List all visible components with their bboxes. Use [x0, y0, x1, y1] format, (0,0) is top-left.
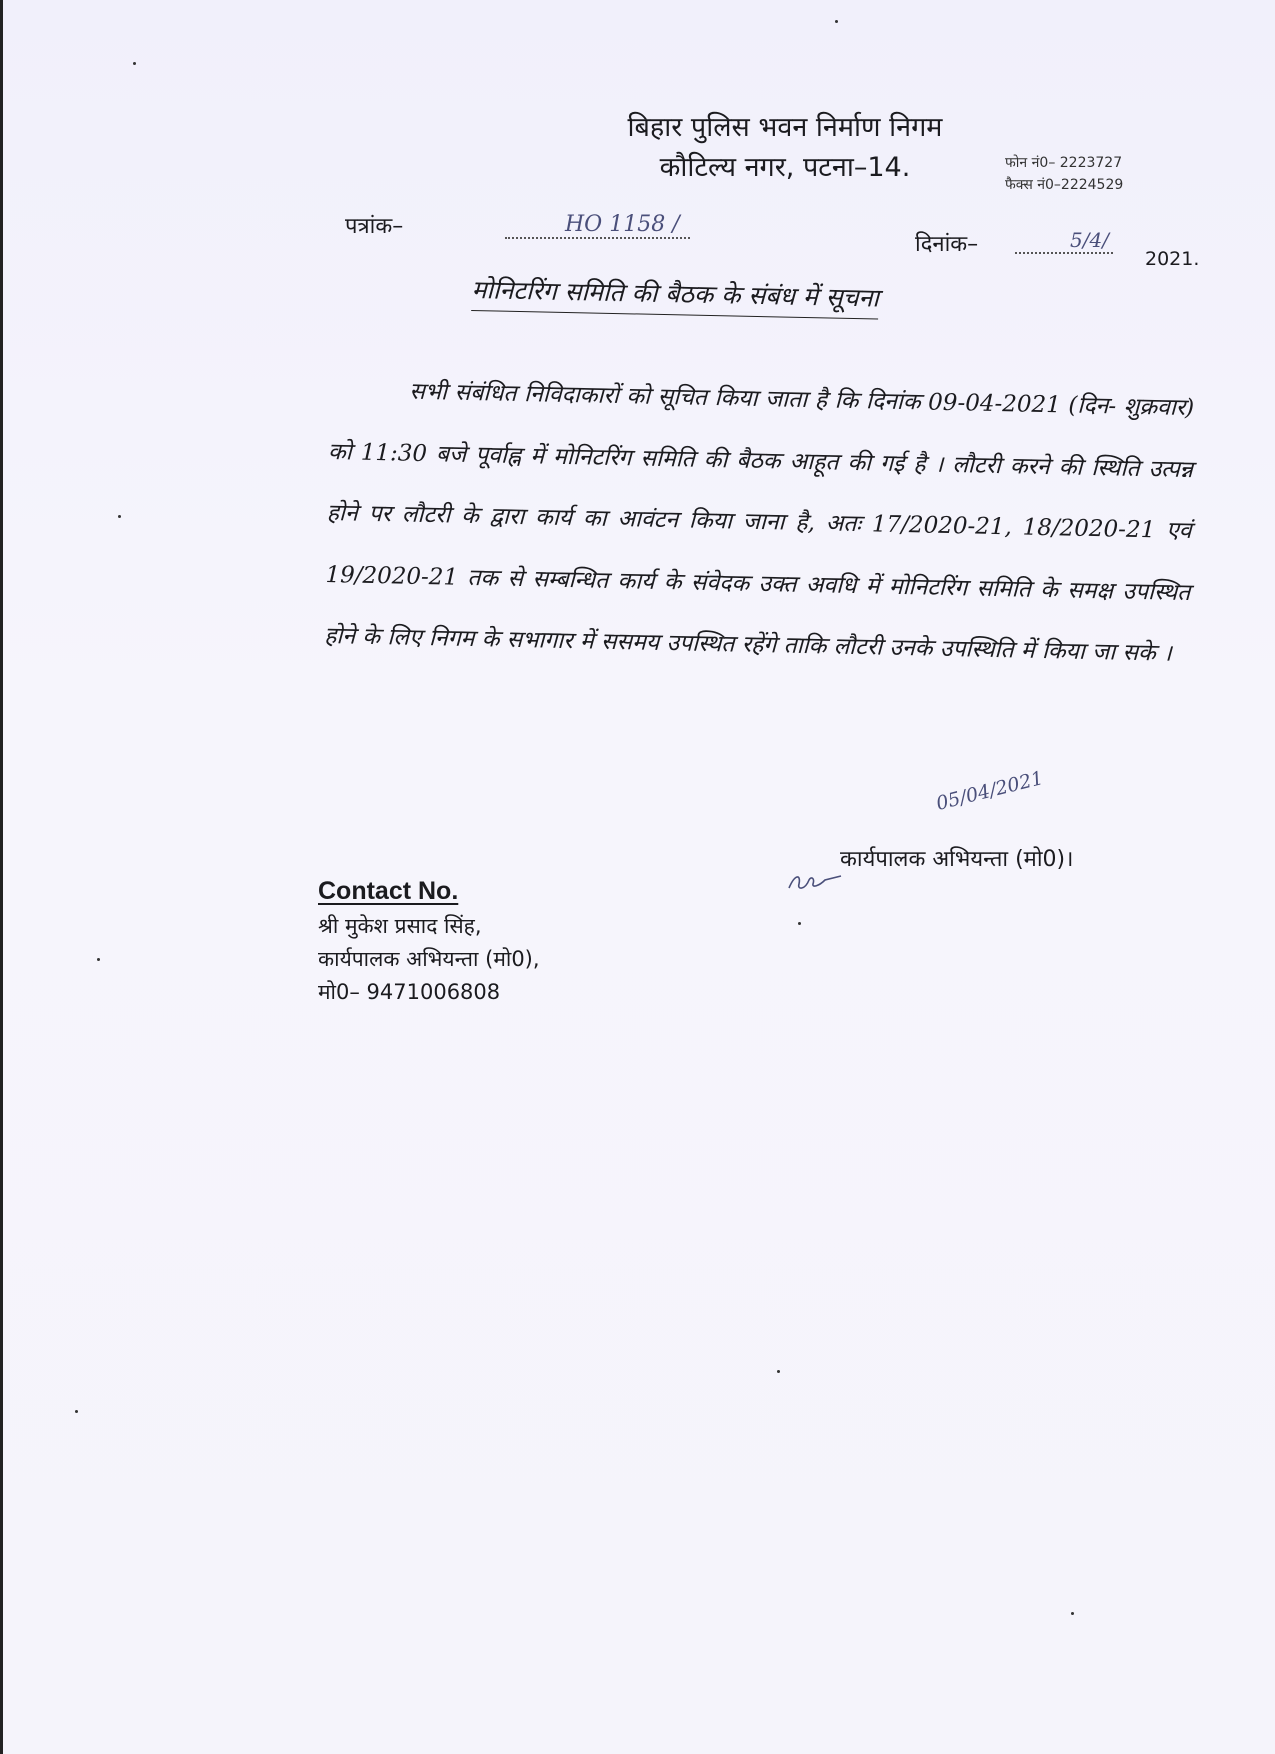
letterhead — [585, 108, 985, 188]
contact-block — [318, 875, 540, 1009]
org-address: कौटिल्य नगर, पटना–14. — [659, 152, 911, 183]
reference-row — [0, 210, 1275, 270]
subject-line: मोनिटरिंग समिति की बैठक के संबंध में सूचना — [471, 272, 879, 320]
letterhead-contact — [1005, 152, 1123, 196]
scan-speck — [798, 922, 801, 925]
reference-number: HO 1158 / — [505, 212, 690, 239]
scan-speck — [777, 1370, 780, 1373]
reference-label: पत्रांक– — [345, 214, 404, 239]
scan-speck — [1071, 1612, 1074, 1615]
scan-speck — [133, 62, 136, 65]
fax-number: फैक्स नं0–2224529 — [1005, 177, 1124, 193]
scan-edge — [0, 0, 3, 1754]
scan-speck — [75, 1410, 78, 1413]
signature-initials — [785, 868, 845, 894]
date-value: 5/4/ — [1015, 228, 1113, 254]
contact-mobile: मो0– 9471006808 — [318, 980, 501, 1004]
phone-number: फोन नं0– 2223727 — [1005, 155, 1123, 171]
notice-body: सभी संबंधित निविदाकारों को सूचित किया जाता है कि दिनांक 09-04-2021 (दिन- शुक्रवार) को 11:30 बजे पूर्वाह्न में मोनिटरिंग समिति की बैठक आहूत की गई है । लौटरी करने की स्थिति उत्पन्न होने पर लौटरी के द्वारा कार्य का आवंटन किया जाना है, अतः 17/2020-21, 18/2020-21 एवं 19/2020-21 तक से सम्बन्धित कार्य के संवेदक उक्त अवधि में मोनिटरिंग समिति के समक्ष उपस्थित होने के लिए निगम के सभागार में ससमय उपस्थित रहेंगे ताकि लौटरी उनके उपस्थिति में किया जा सके । — [323, 378, 1195, 667]
scan-speck — [118, 515, 121, 518]
date-label: दिनांक– — [915, 232, 979, 257]
contact-name: श्री मुकेश प्रसाद सिंह, — [318, 914, 482, 938]
scan-speck — [835, 20, 838, 23]
handwritten-signature-date: 05/04/2021 — [933, 767, 1046, 815]
contact-designation: कार्यपालक अभियन्ता (मो0), — [318, 947, 540, 971]
org-name: बिहार पुलिस भवन निर्माण निगम — [627, 112, 943, 143]
signatory-designation: कार्यपालक अभियन्ता (मो0)। — [840, 847, 1074, 872]
scan-speck — [97, 958, 100, 961]
date-year: 2021. — [1145, 248, 1200, 270]
contact-heading: Contact No. — [318, 877, 459, 905]
